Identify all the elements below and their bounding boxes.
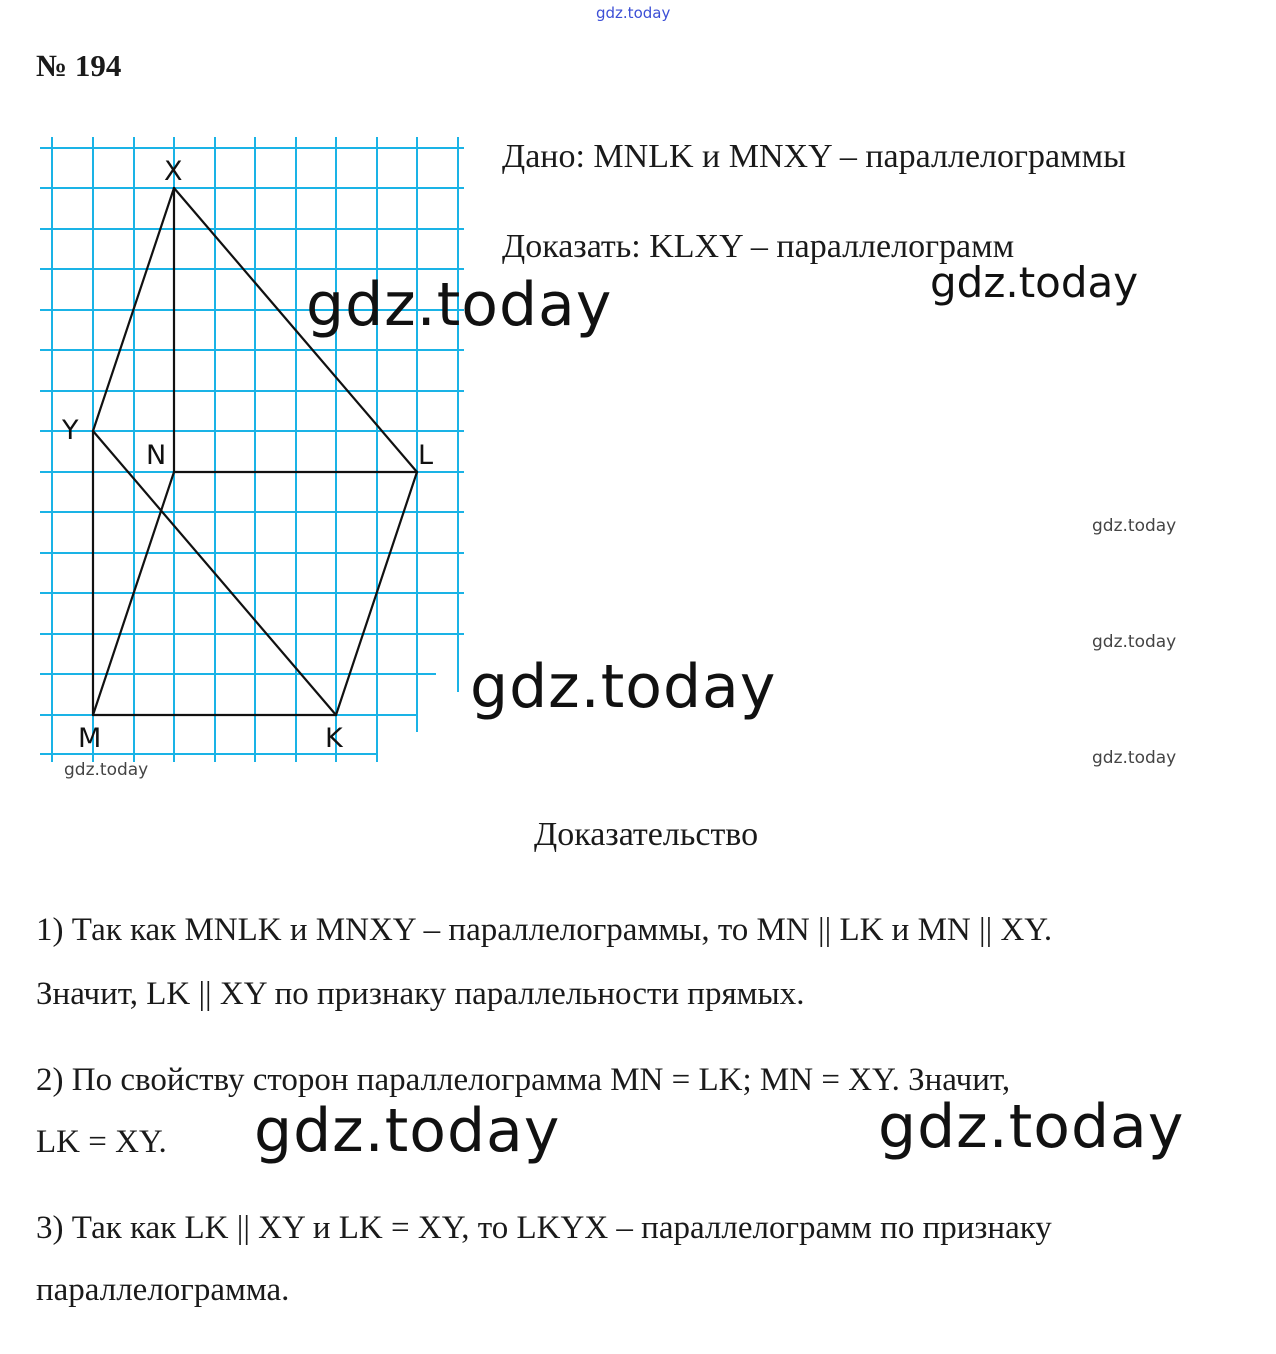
grid-paper [40, 137, 464, 762]
watermark-small: gdz.today [1092, 516, 1177, 536]
problem-number: № 194 [36, 48, 122, 83]
proof-heading: Доказательство [534, 816, 759, 853]
top-watermark: gdz.today [596, 4, 671, 22]
label-x: X [164, 156, 183, 187]
proof-step-3-line-2: параллелограмма. [36, 1272, 290, 1308]
prove-statement: Доказать: KLXY – параллелограмм [502, 228, 1015, 265]
watermark-small: gdz.today [64, 760, 149, 780]
watermark-large: gdz.today [878, 1092, 1185, 1162]
given-statement: Дано: MNLK и MNXY – параллелограммы [502, 138, 1126, 175]
geometry-figure [36, 132, 468, 772]
watermark-large: gdz.today [470, 652, 777, 722]
label-n: N [146, 440, 167, 471]
label-k: K [325, 723, 343, 754]
watermark-small: gdz.today [1092, 748, 1177, 768]
proof-step-1-line-1: 1) Так как MNLK и MNXY – параллелограммы, то MN || LK и MN || XY. [36, 912, 1053, 948]
watermark-large: gdz.today [254, 1096, 561, 1166]
label-y: Y [62, 415, 79, 446]
watermark-large: gdz.today [306, 270, 613, 340]
label-l: L [418, 440, 434, 471]
proof-step-2-line-2: LK = XY. [36, 1124, 167, 1160]
watermark-medium: gdz.today [930, 258, 1139, 307]
label-m: M [78, 723, 102, 754]
proof-step-1-line-2: Значит, LK || XY по признаку параллельности прямых. [36, 976, 805, 1012]
proof-step-3-line-1: 3) Так как LK || XY и LK = XY, то LKYX – параллелограмм по признаку [36, 1210, 1052, 1246]
proof-step-2-line-1: 2) По свойству сторон параллелограмма MN = LK; MN = XY. Значит, [36, 1062, 1011, 1098]
watermark-small: gdz.today [1092, 632, 1177, 652]
